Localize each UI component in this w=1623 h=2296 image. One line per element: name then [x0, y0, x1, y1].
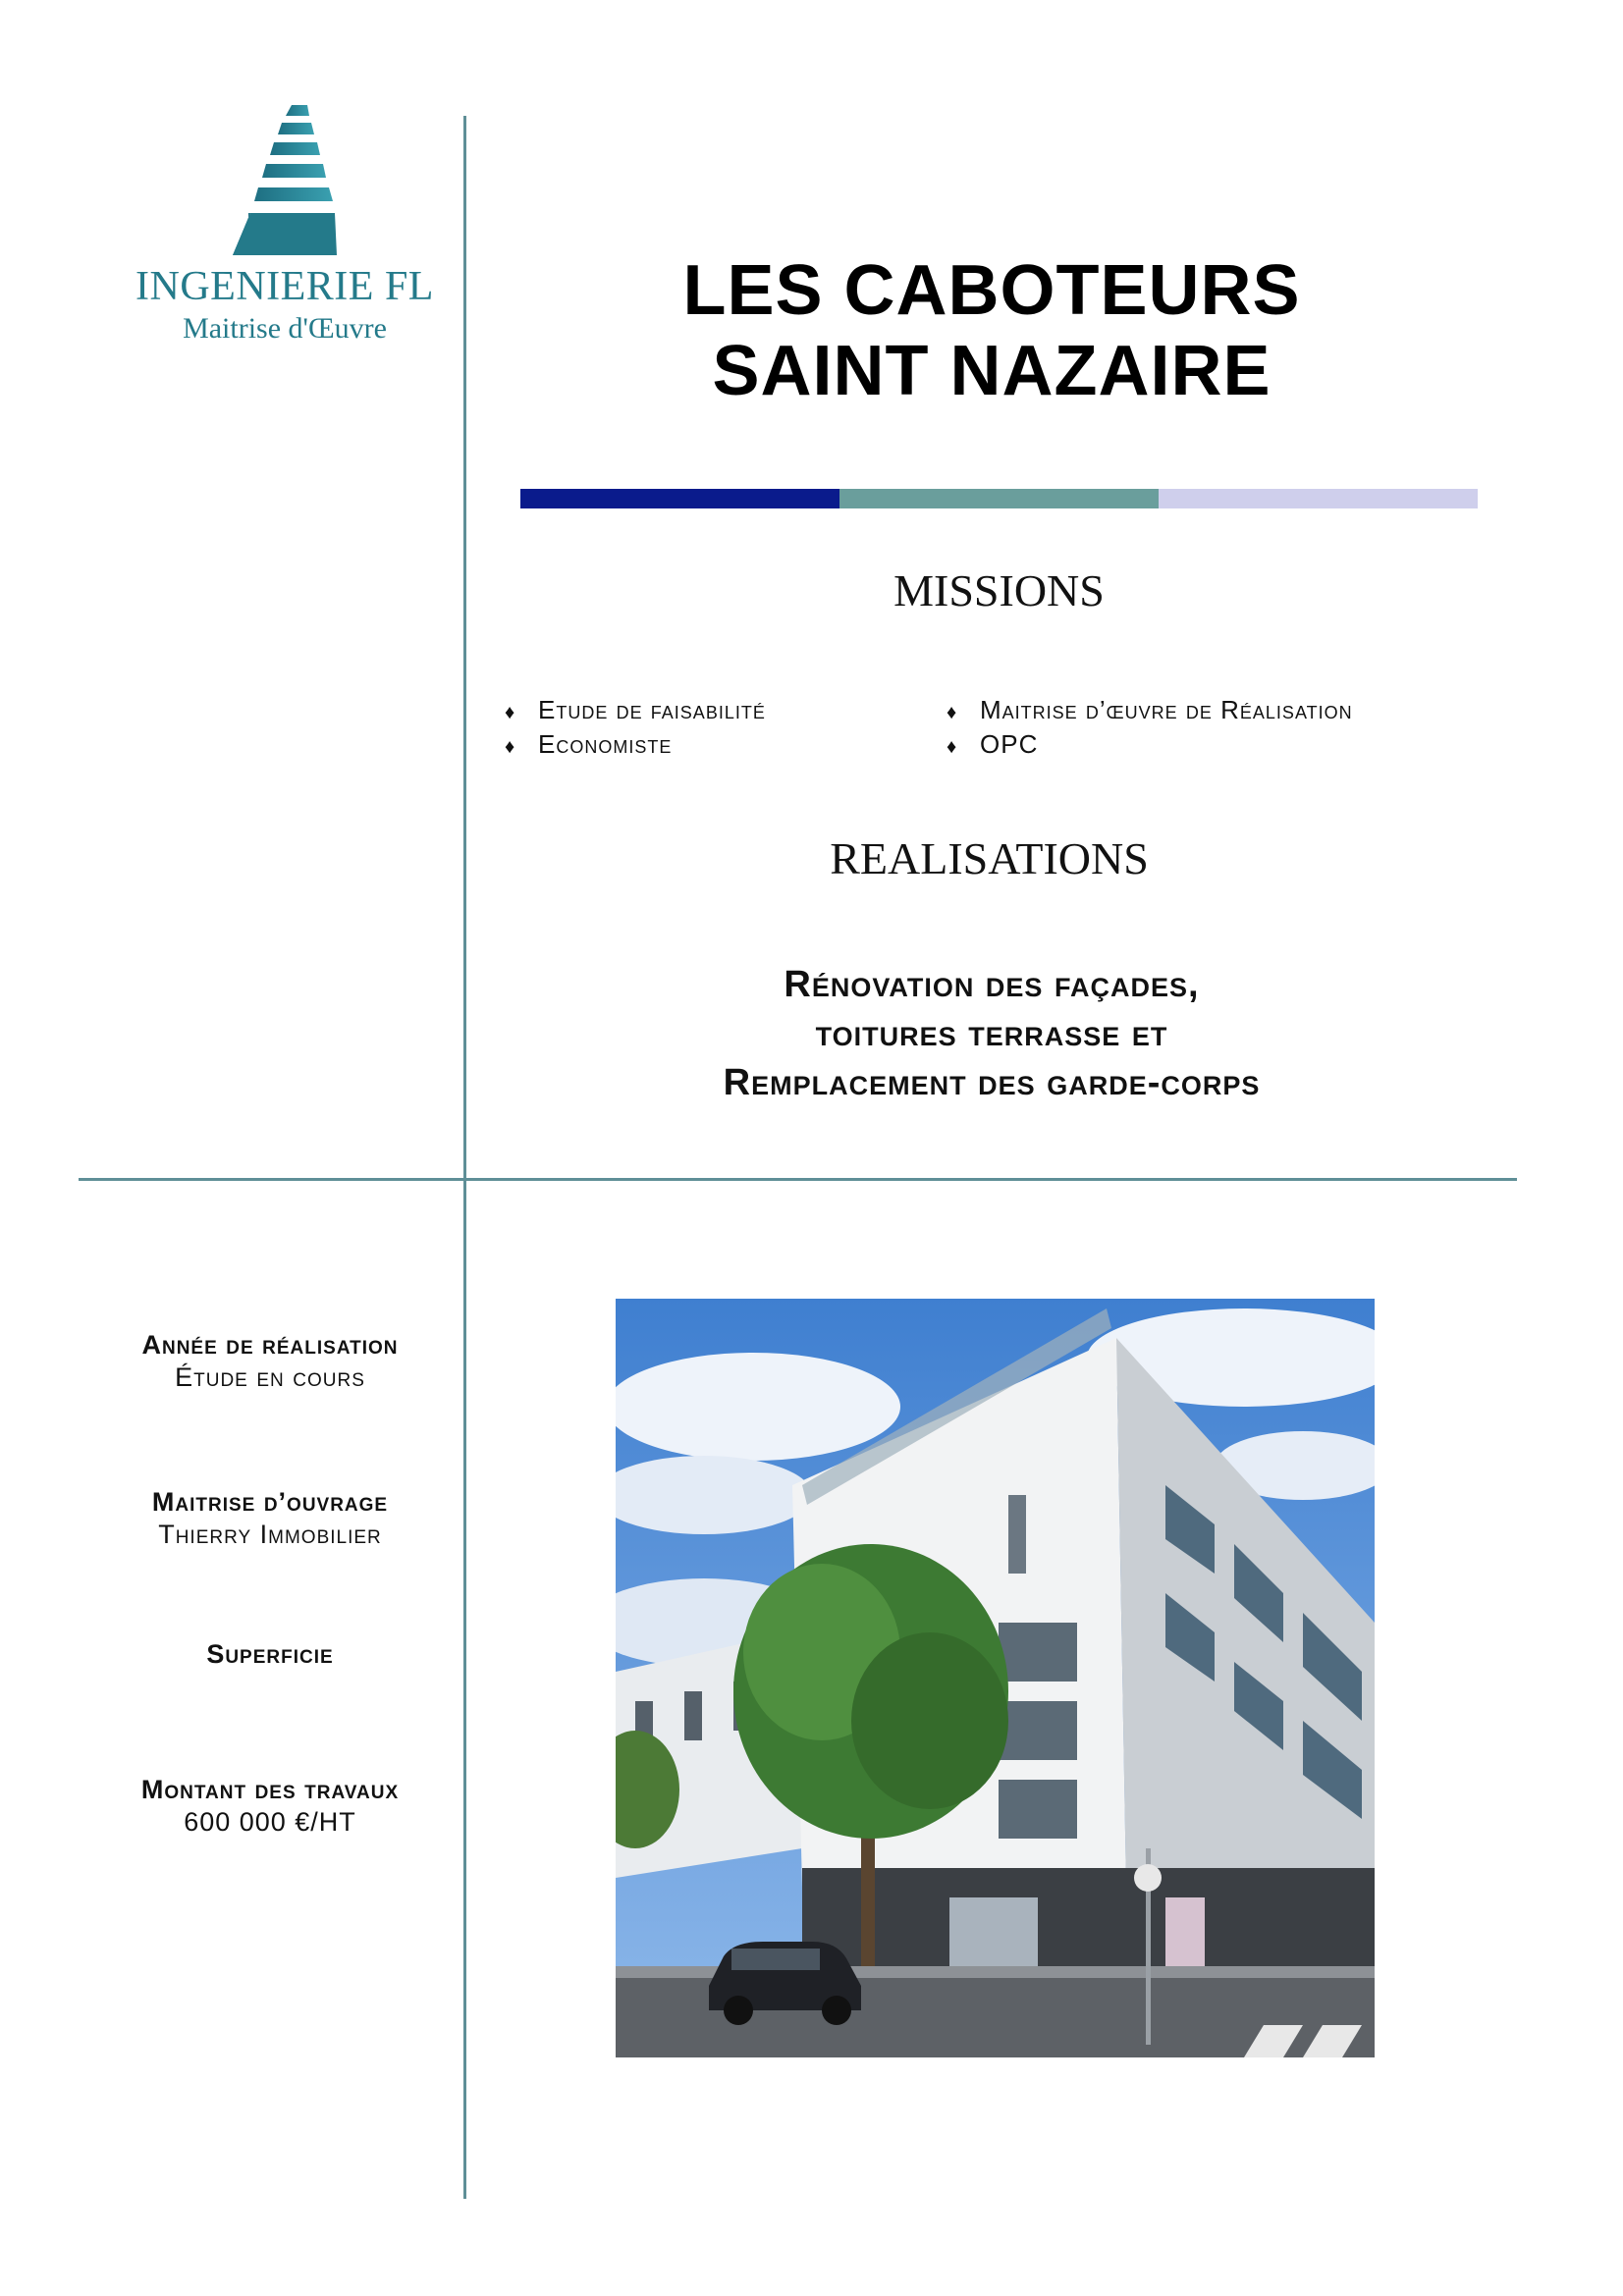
title-line-2: SAINT NAZAIRE — [712, 332, 1271, 410]
diamond-bullet-icon: ♦ — [947, 702, 958, 723]
info-year-value: Étude en cours — [175, 1362, 365, 1392]
info-owner-value: Thierry Immobilier — [158, 1520, 382, 1549]
color-bar-segment-1 — [520, 489, 839, 508]
title-line-1: LES CABOTEURS — [682, 251, 1301, 330]
list-item — [505, 727, 937, 762]
info-area — [79, 1639, 461, 1672]
diamond-bullet-icon: ♦ — [947, 736, 958, 758]
realisations-heading: REALISATIONS — [830, 833, 1149, 883]
company-subtitle: Maitrise d'Œuvre — [183, 312, 387, 345]
info-amount-label: Montant des travaux — [140, 1775, 400, 1804]
color-bar-segment-2 — [839, 489, 1159, 508]
building-photo — [616, 1299, 1375, 2057]
diamond-bullet-icon: ♦ — [505, 702, 516, 723]
info-year — [79, 1330, 461, 1393]
info-owner — [79, 1487, 461, 1550]
description-line-2: toitures terrasse et — [815, 1013, 1168, 1054]
company-logo — [118, 103, 452, 358]
description-line-1: Rénovation des façades, — [784, 964, 1200, 1005]
list-item — [947, 693, 1496, 727]
diamond-bullet-icon: ♦ — [505, 736, 516, 758]
company-name: INGENIERIE FL — [135, 264, 434, 309]
info-amount-value: 600 000 €/HT — [184, 1807, 356, 1837]
mission-label: Etude de faisabilité — [538, 695, 766, 724]
info-area-label: Superficie — [206, 1639, 334, 1669]
mission-label: Maitrise d’œuvre de Réalisation — [980, 695, 1353, 724]
project-description — [511, 960, 1473, 1107]
info-year-label: Année de réalisation — [141, 1330, 399, 1360]
building-logo-icon — [221, 103, 349, 255]
info-amount — [79, 1775, 461, 1838]
mission-label: OPC — [980, 729, 1039, 759]
missions-list-left — [505, 693, 937, 762]
list-item — [947, 727, 1496, 762]
description-line-3: Remplacement des garde-corps — [723, 1062, 1261, 1103]
missions-heading: MISSIONS — [893, 565, 1105, 615]
color-bar-segment-3 — [1159, 489, 1478, 508]
building-photo-illustration — [616, 1299, 1375, 2057]
page-title — [511, 250, 1473, 411]
list-item — [505, 693, 937, 727]
info-owner-label: Maitrise d’ouvrage — [151, 1487, 389, 1517]
vertical-divider — [463, 116, 466, 2199]
missions-list-right — [947, 693, 1496, 762]
mission-label: Economiste — [538, 729, 673, 759]
horizontal-divider — [79, 1178, 1517, 1181]
